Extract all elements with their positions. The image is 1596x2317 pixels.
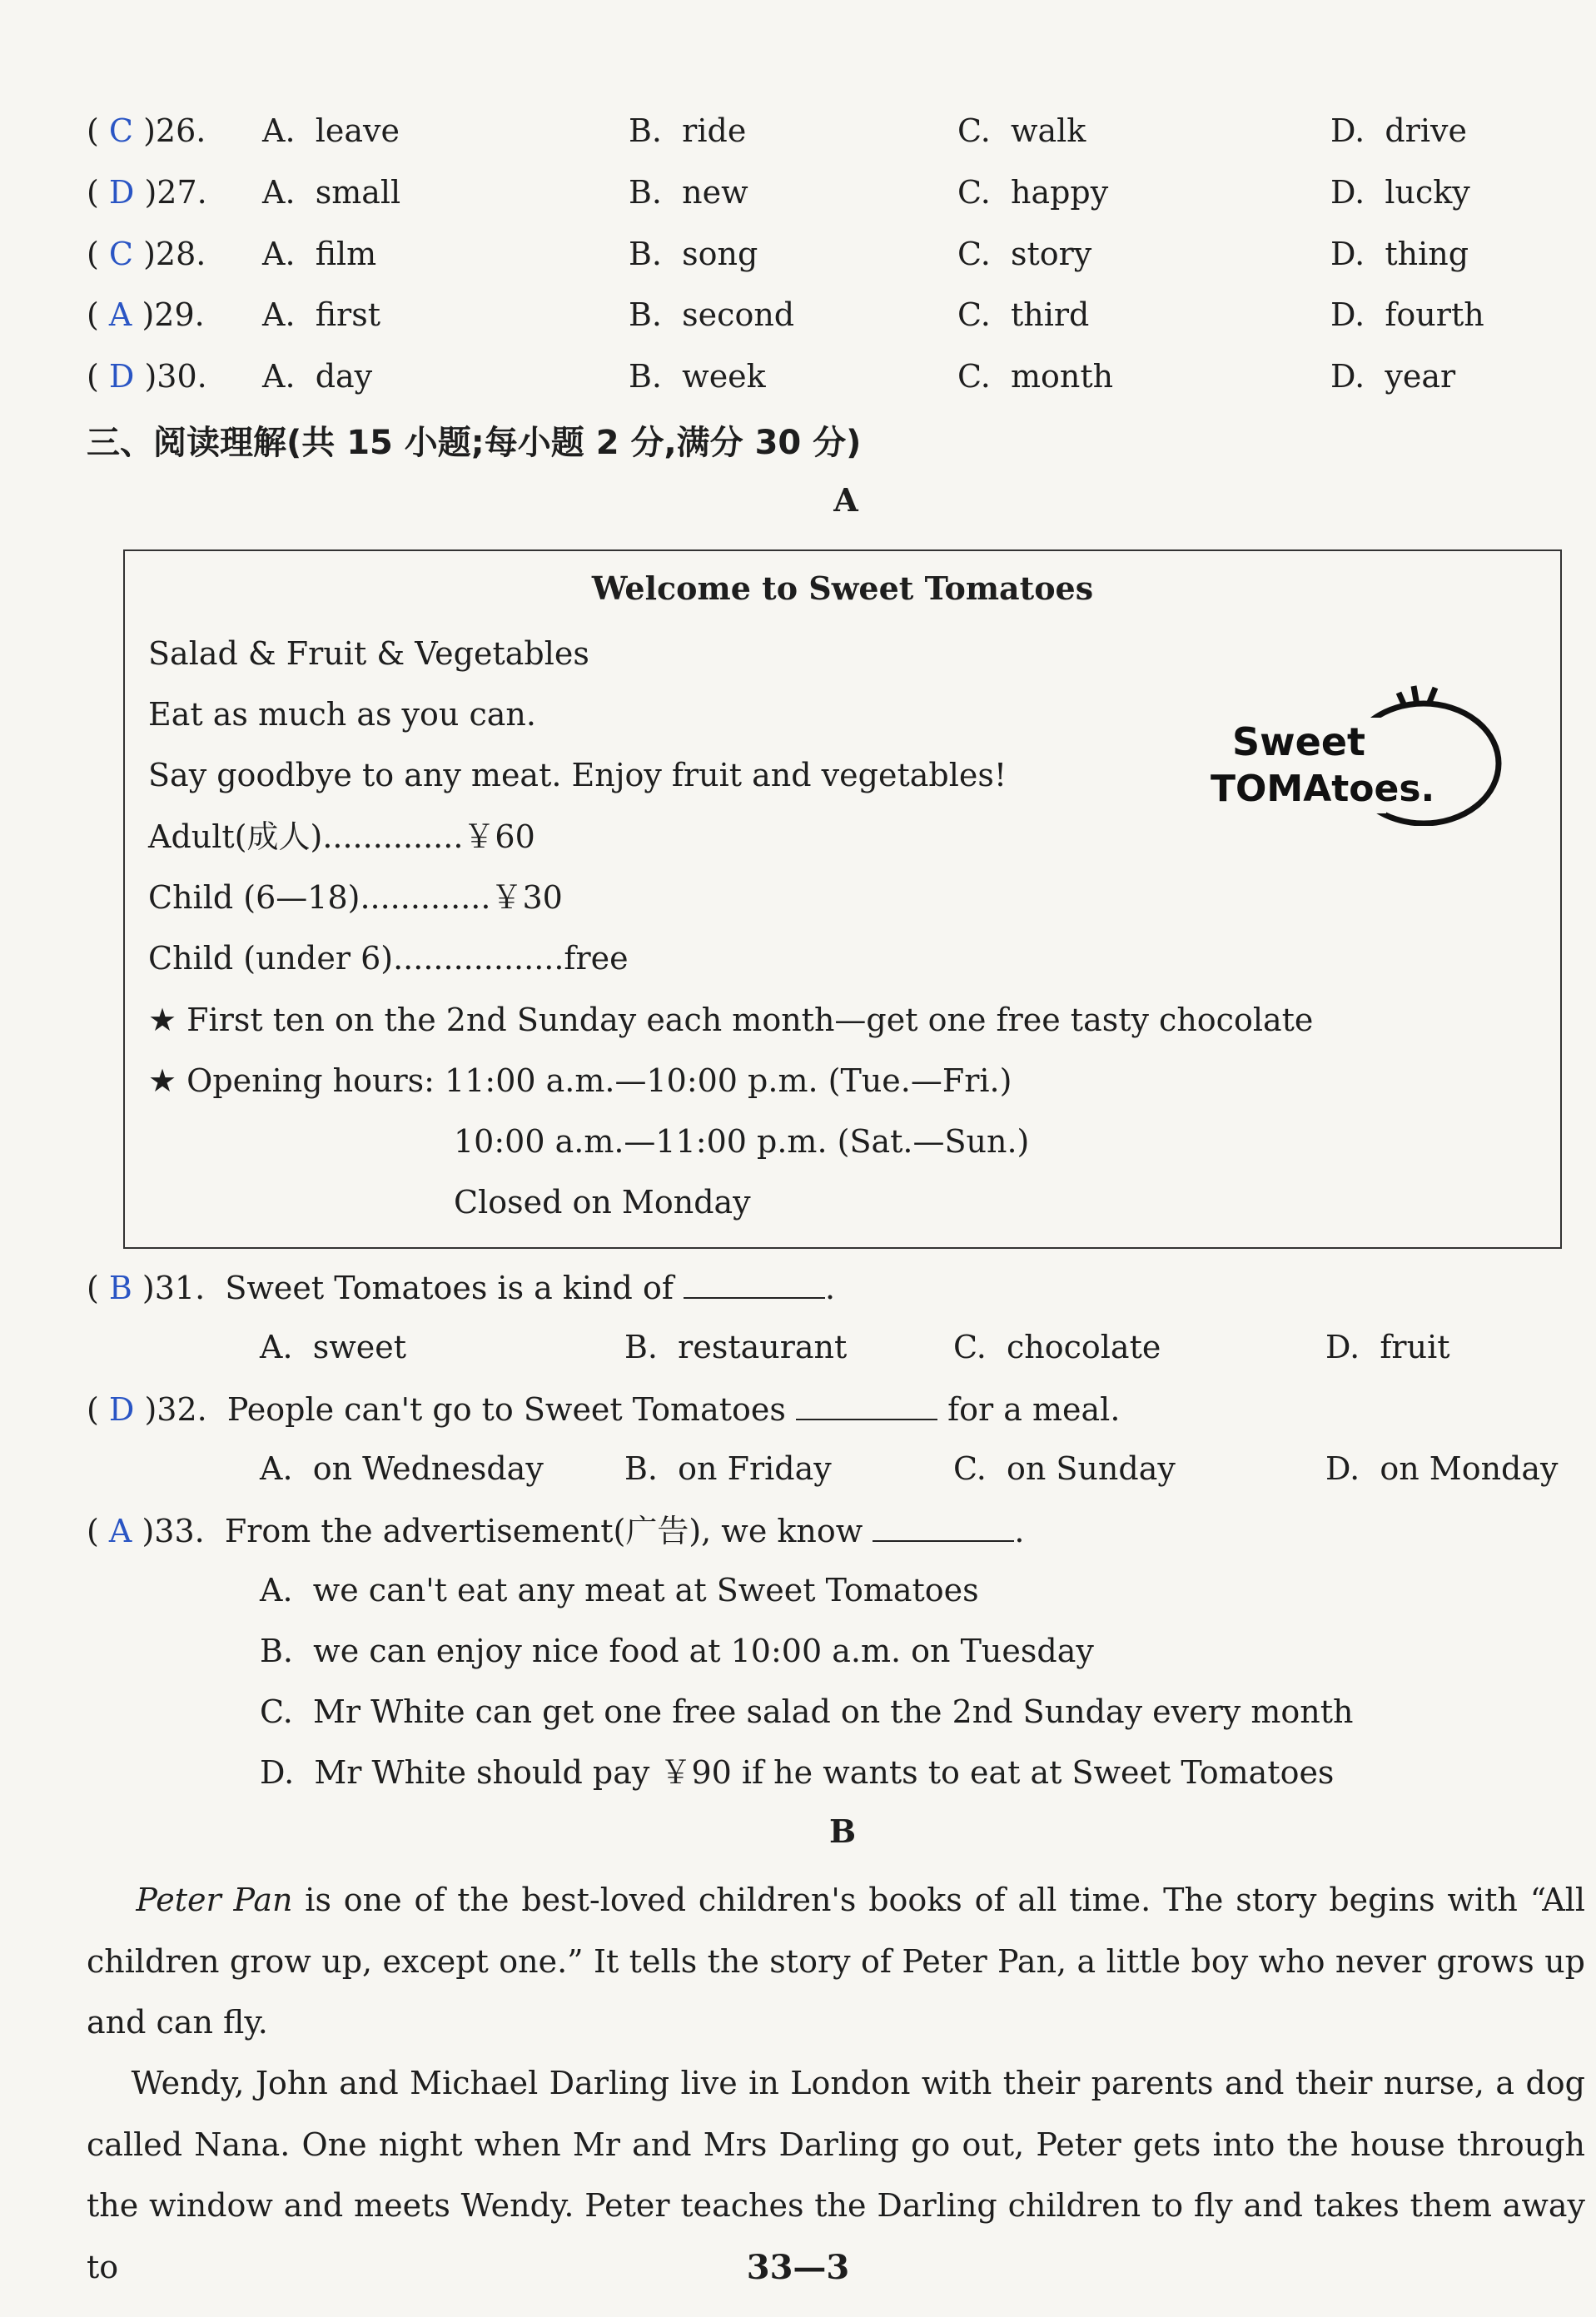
price-under6: Child (under 6).................free <box>148 940 629 977</box>
ad-line: Salad & Fruit & Vegetables <box>148 635 589 672</box>
logo-text: TOMAtoes. <box>1211 768 1435 810</box>
cloze-row: ( C )26. <box>87 112 206 149</box>
option-c: C. third <box>957 296 1090 333</box>
option-d: D. year <box>1330 358 1456 395</box>
answer-mark: A <box>108 296 132 333</box>
ad-title: Welcome to Sweet Tomatoes <box>591 569 1094 607</box>
answer-mark: D <box>108 358 135 395</box>
option-b: B. second <box>629 296 795 333</box>
option-b: B. on Friday <box>624 1450 832 1487</box>
option-d: D. on Monday <box>1325 1450 1559 1487</box>
cloze-row: ( D )27. <box>87 174 207 211</box>
question-number: 30 <box>157 358 197 395</box>
answer-mark: A <box>108 1513 132 1549</box>
question-31: ( B )31. Sweet Tomatoes is a kind of . <box>87 1265 835 1309</box>
option-d: D. thing <box>1330 236 1469 272</box>
answer-blank <box>684 1265 825 1299</box>
answer-mark: D <box>108 174 135 211</box>
hours-line: ★ Opening hours: 11:00 a.m.—10:00 p.m. (Tue.—Fri.) <box>148 1062 1012 1099</box>
passage-b-label: B <box>828 1812 857 1850</box>
option-a: A. on Wednesday <box>260 1450 544 1487</box>
question-33: ( A )33. From the advertisement(广告), we know . <box>87 1509 1024 1552</box>
hours-line-weekend: 10:00 a.m.—11:00 p.m. (Sat.—Sun.) <box>454 1123 1030 1160</box>
logo-text: Sweet <box>1232 719 1366 764</box>
option-b: B. ride <box>629 112 747 149</box>
advertisement-box <box>123 549 1562 1249</box>
answer-mark: D <box>108 1391 135 1428</box>
sweet-tomatoes-logo <box>1199 684 1515 826</box>
option-c: C. on Sunday <box>953 1450 1176 1487</box>
option-b: B. week <box>629 358 766 395</box>
offer-line: ★ First ten on the 2nd Sunday each month—get one free tasty chocolate <box>148 1002 1314 1038</box>
ad-line: Eat as much as you can. <box>148 696 536 733</box>
star-icon: ★ <box>148 1002 177 1038</box>
option-c: C. chocolate <box>953 1329 1161 1365</box>
answer-mark: C <box>108 112 133 149</box>
price-adult: Adult(成人)..............￥60 <box>148 818 535 855</box>
question-number: 27 <box>157 174 197 211</box>
answer-mark: C <box>108 236 133 272</box>
option-d: D. drive <box>1330 112 1467 149</box>
answer-blank <box>796 1387 937 1420</box>
section-title: 三、阅读理解(共 15 小题;每小题 2 分,满分 30 分) <box>87 424 862 462</box>
option-a: A. day <box>262 358 373 395</box>
closed-line: Closed on Monday <box>454 1184 751 1221</box>
cloze-row: ( A )29. <box>87 296 205 333</box>
option-d: D. fourth <box>1330 296 1484 333</box>
option-b: B. restaurant <box>624 1329 848 1365</box>
page-number: 33—3 <box>746 2248 850 2287</box>
answer-blank <box>873 1509 1014 1542</box>
option-d: D. Mr White should pay ￥90 if he wants to eat at Sweet Tomatoes <box>260 1754 1335 1791</box>
cloze-row: ( D )30. <box>87 358 207 395</box>
option-a: A. small <box>262 174 401 211</box>
option-a: A. leave <box>262 112 400 149</box>
question-number: 26 <box>155 112 196 149</box>
question-number: 28 <box>155 236 196 272</box>
option-b: B. song <box>629 236 758 272</box>
price-child: Child (6—18).............￥30 <box>148 879 563 916</box>
ad-line: Say goodbye to any meat. Enjoy fruit and vegetables! <box>148 757 1007 793</box>
passage-a-label: A <box>833 481 858 519</box>
option-c: C. month <box>957 358 1114 395</box>
option-d: D. lucky <box>1330 174 1470 211</box>
option-d: D. fruit <box>1325 1329 1450 1365</box>
option-c: C. walk <box>957 112 1086 149</box>
option-a: A. film <box>262 236 377 272</box>
answer-mark: B <box>108 1270 132 1306</box>
passage-b-paragraph-2: Wendy, John and Michael Darling live in London with their parents and their nurse, a dog called Nana. One night when Mr and Mrs Darling go out, Peter gets into the house through the window and meets Wendy. Peter teaches the Darling children to fly and takes them away to <box>87 2065 1585 2285</box>
option-c: C. happy <box>957 174 1109 211</box>
option-c: C. Mr White can get one free salad on the 2nd Sunday every month <box>260 1693 1354 1730</box>
option-a: A. we can't eat any meat at Sweet Tomatoes <box>260 1572 979 1608</box>
passage-b-paragraph-1: Peter Pan is one of the best-loved children's books of all time. The story begins with “All children grow up, except one.” It tells the story of Peter Pan, a little boy who never grows up and can fly. <box>87 1882 1585 2041</box>
option-a: A. sweet <box>260 1329 406 1365</box>
option-c: C. story <box>957 236 1092 272</box>
question-32: ( D )32. People can't go to Sweet Tomatoes for a meal. <box>87 1387 1120 1430</box>
cloze-row: ( C )28. <box>87 236 206 272</box>
star-icon: ★ <box>148 1062 177 1099</box>
option-b: B. new <box>629 174 748 211</box>
option-b: B. we can enjoy nice food at 10:00 a.m. on Tuesday <box>260 1633 1094 1669</box>
book-title: Peter Pan <box>136 1882 293 1918</box>
option-a: A. first <box>262 296 380 333</box>
question-number: 29 <box>154 296 195 333</box>
